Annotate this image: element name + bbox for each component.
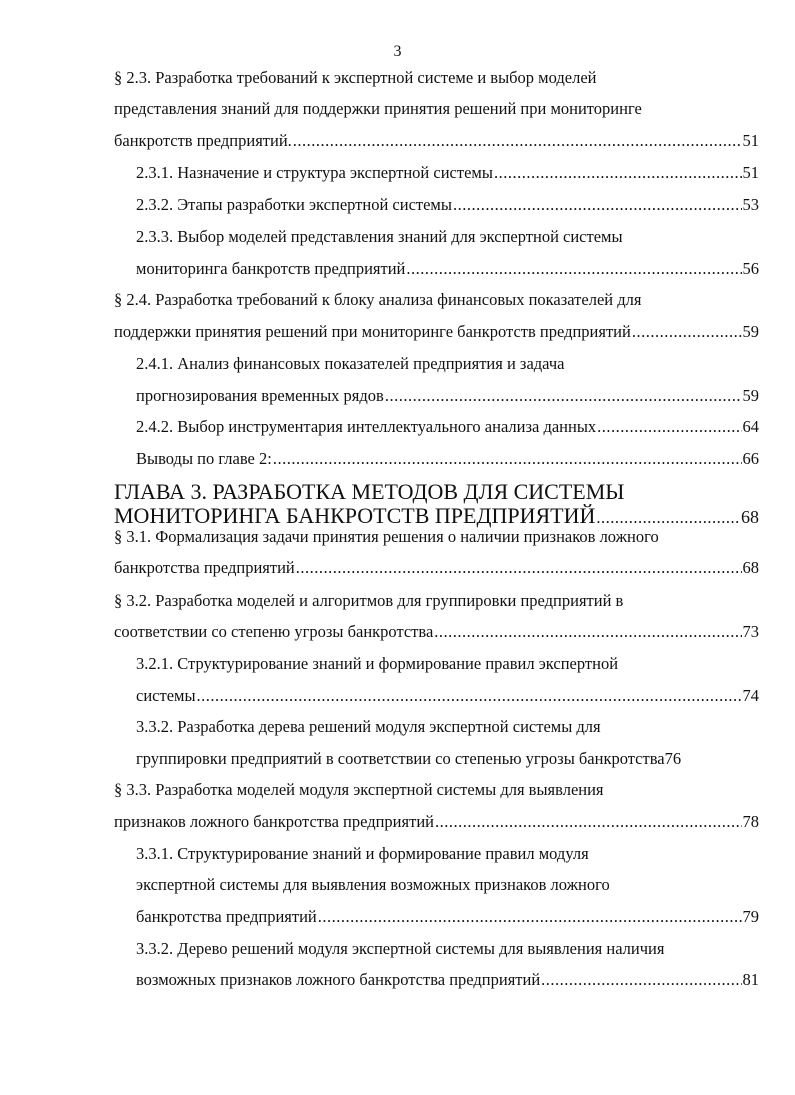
- toc-entry-2-3-line1: § 2.3. Разработка требований к экспертной системе и выбор моделей: [114, 68, 597, 87]
- toc-entry-2-4-2: [136, 415, 759, 439]
- toc-entry-3-2-1-line1: 3.2.1. Структурирование знаний и формирование правил экспертной: [136, 654, 619, 673]
- toc-entry-2-3-3-text: мониторинга банкротств предприятий: [136, 259, 406, 278]
- toc-entry-3-3-text: признаков ложного банкротства предприятий: [114, 812, 434, 831]
- dot-leader: [541, 968, 741, 992]
- toc-entry-3-2-text: соответствии со степеню угрозы банкротства: [114, 622, 434, 641]
- toc-chapter-3-page: 68: [741, 507, 759, 527]
- toc-entry-3-2-page: 73: [742, 622, 759, 641]
- toc-entry-3-2-1-page: 74: [742, 686, 759, 705]
- toc-entry-2-3-page: 51: [742, 131, 759, 150]
- toc-entry-conclusions-2-page: 66: [742, 449, 759, 468]
- page-number: 3: [393, 43, 402, 60]
- toc-chapter-3-line1: ГЛАВА 3. РАЗРАБОТКА МЕТОДОВ ДЛЯ СИСТЕМЫ: [114, 479, 625, 504]
- toc-entry-3-2-1-line2: [136, 684, 759, 708]
- toc-entry-2-3-2: [136, 193, 759, 217]
- toc-entry-3-1-page: 68: [742, 558, 759, 577]
- dot-leader: [293, 129, 742, 153]
- toc-entry-2-3-3-page: 56: [742, 259, 759, 278]
- toc-entry-3-3-1-line2: экспертной системы для выявления возможных признаков ложного: [136, 875, 610, 894]
- dot-leader: [296, 556, 742, 580]
- toc-entry-3-3-1-page: 79: [742, 907, 759, 926]
- toc-entry-2-3-1: [136, 161, 759, 185]
- toc-entry-2-4-1-page: 59: [742, 386, 759, 405]
- toc-entry-3-1-line2: [114, 556, 759, 580]
- dot-leader: [632, 320, 742, 344]
- toc-entry-conclusions-2-text: Выводы по главе 2:: [136, 449, 272, 468]
- toc-entry-3-3-2b-text: возможных признаков ложного банкротства предприятий: [136, 970, 541, 989]
- toc-entry-3-1-text: банкротства предприятий: [114, 558, 295, 577]
- dot-leader: [273, 447, 742, 471]
- toc-entry-3-2-line2: [114, 620, 759, 644]
- toc-entry-2-4-1-line1: 2.4.1. Анализ финансовых показателей предприятия и задача: [136, 354, 565, 373]
- toc-entry-3-3-1-line3: [136, 905, 759, 929]
- toc-entry-2-4-line1: § 2.4. Разработка требований к блоку анализа финансовых показателей для: [114, 290, 642, 309]
- dot-leader: [435, 810, 742, 834]
- toc-entry-3-3-1-text: банкротства предприятий: [136, 907, 317, 926]
- dot-leader: [453, 193, 742, 217]
- toc-entry-3-2-1-text: системы: [136, 686, 196, 705]
- toc-entry-3-3-line2: [114, 810, 759, 834]
- toc-entry-3-3-line1: § 3.3. Разработка моделей модуля экспертной системы для выявления: [114, 780, 604, 799]
- toc-entry-2-3-3-line1: 2.3.3. Выбор моделей представления знаний для экспертной системы: [136, 227, 623, 246]
- toc-entry-3-3-2b-line2: [136, 968, 759, 992]
- dot-leader: [434, 620, 741, 644]
- toc-entry-2-4-2-text: 2.4.2. Выбор инструментария интеллектуального анализа данных: [136, 417, 597, 436]
- toc-entry-2-4-line2: [114, 320, 759, 344]
- dot-leader: [318, 905, 742, 929]
- toc-entry-2-3-1-page: 51: [742, 163, 759, 182]
- toc-entry-3-1-line1: § 3.1. Формализация задачи принятия решения о наличии признаков ложного: [114, 527, 659, 546]
- toc-entry-2-4-1-text: прогнозирования временных рядов: [136, 386, 384, 405]
- toc-entry-2-3-text: банкротств предприятий.: [114, 131, 292, 150]
- dot-leader: [406, 257, 741, 281]
- dot-leader: [385, 384, 742, 408]
- toc-entry-2-3-3-line2: [136, 257, 759, 281]
- toc-entry-3-3-page: 78: [742, 812, 759, 831]
- toc-entry-2-4-page: 59: [742, 322, 759, 341]
- toc-entry-3-3-2a-line1: 3.3.2. Разработка дерева решений модуля экспертной системы для: [136, 717, 601, 736]
- toc-entry-2-3-line2: представления знаний для поддержки принятия решений при мониторинге: [114, 99, 642, 118]
- toc-entry-2-3-line3: [114, 129, 759, 153]
- toc-entry-2-3-2-page: 53: [742, 195, 759, 214]
- dot-leader: [197, 684, 742, 708]
- toc-entry-2-4-text: поддержки принятия решений при мониторинге банкротств предприятий: [114, 322, 631, 341]
- toc-entry-conclusions-2: [136, 447, 759, 471]
- toc-entry-2-4-2-page: 64: [742, 417, 759, 436]
- toc-entry-2-3-1-text: 2.3.1. Назначение и структура экспертной системы: [136, 163, 493, 182]
- dot-leader: [494, 161, 742, 185]
- toc-chapter-3-text: МОНИТОРИНГА БАНКРОТСТВ ПРЕДПРИЯТИЙ: [114, 503, 596, 528]
- toc-entry-2-3-2-text: 2.3.2. Этапы разработки экспертной системы: [136, 195, 452, 214]
- toc-entry-2-4-1-line2: [136, 384, 759, 408]
- toc-entry-3-3-1-line1: 3.3.1. Структурирование знаний и формирование правил модуля: [136, 844, 589, 863]
- dot-leader: [597, 415, 741, 439]
- toc-entry-3-3-2a-line2: группировки предприятий в соответствии со степенью угрозы банкротства76: [136, 749, 682, 768]
- toc-entry-3-3-2b-line1: 3.3.2. Дерево решений модуля экспертной системы для выявления наличия: [136, 939, 665, 958]
- toc-entry-3-3-2b-page: 81: [742, 970, 759, 989]
- toc-entry-3-2-line1: § 3.2. Разработка моделей и алгоритмов для группировки предприятий в: [114, 591, 624, 610]
